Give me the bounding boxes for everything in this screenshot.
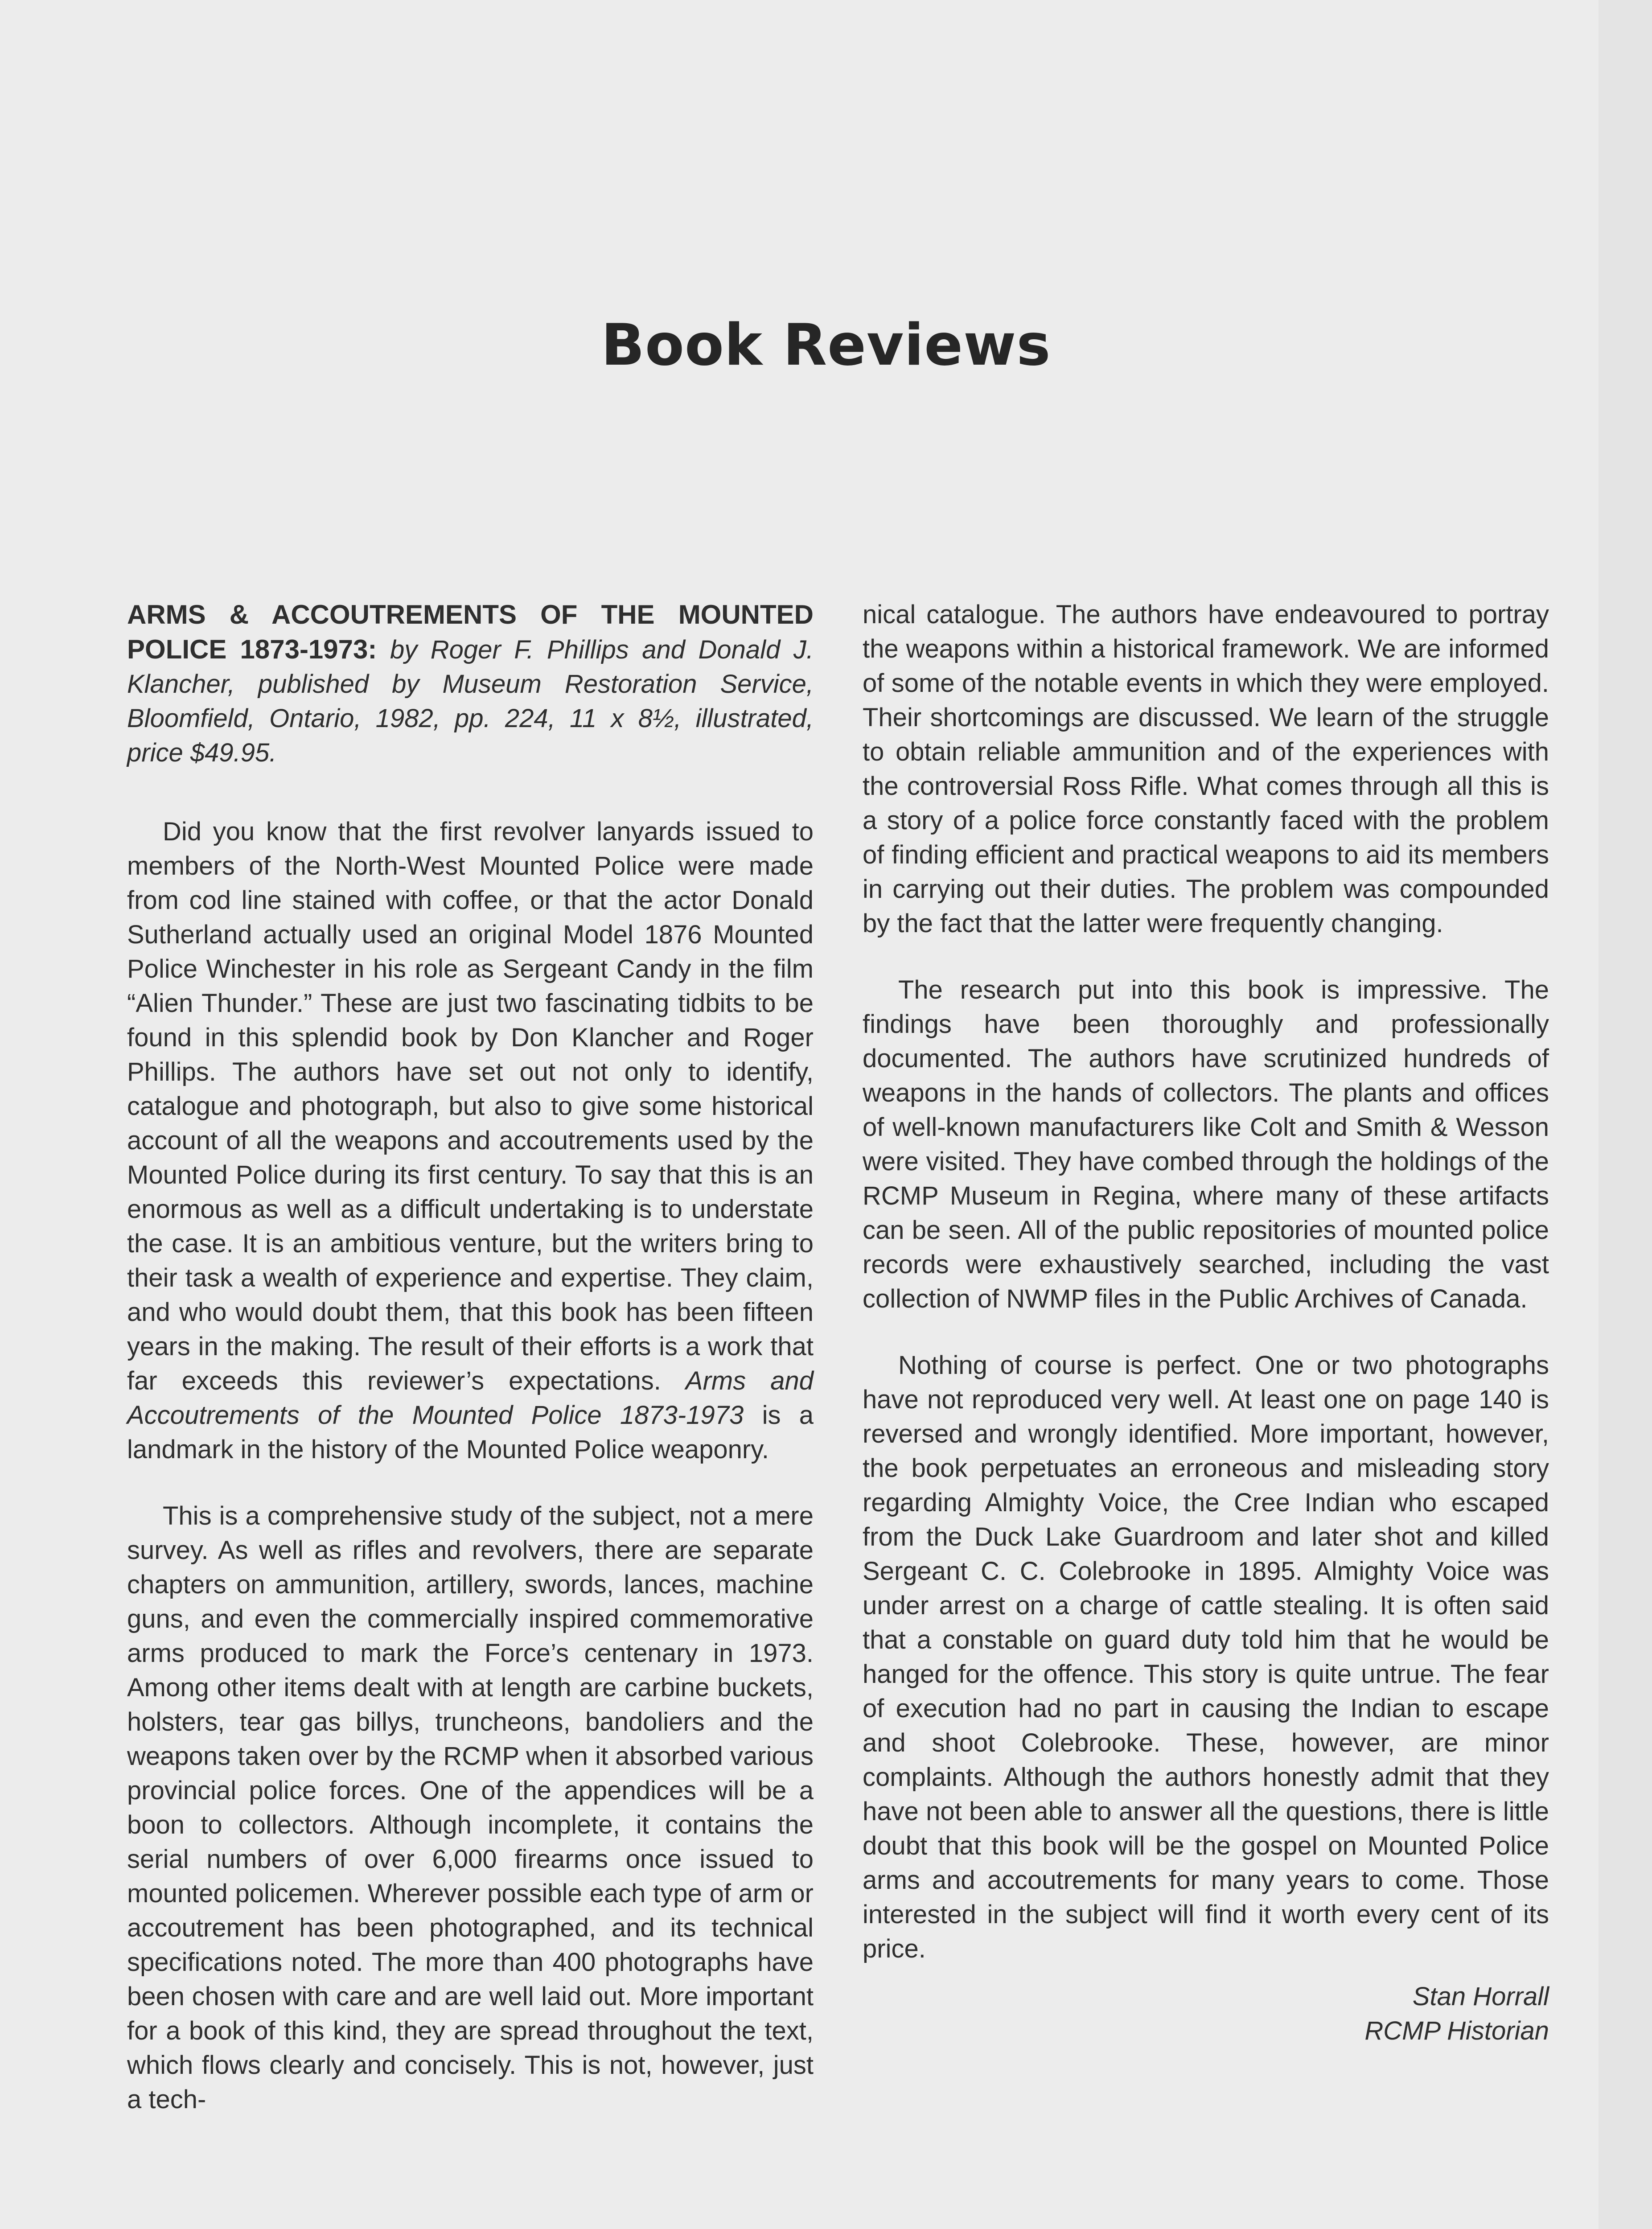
page-title: Book Reviews bbox=[601, 312, 1051, 378]
signature-name: Stan Horrall bbox=[1412, 1982, 1549, 2011]
right-column bbox=[863, 597, 1549, 2048]
review-paragraph-2-continued: nical catalogue. The authors have endeavoured to portray the weapons within a historical framework. We are informed of some of the notable events in which they were employed. Their shortcomings are discussed. We learn of the struggle to obtain reliable ammunition and of the experiences with the controversial Ross Rifle. What comes through all this is a story of a police force constantly faced with the problem of finding efficient and practical weapons to aid its members in carrying out their duties. The problem was compounded by the fact that the latter were frequently changing. bbox=[863, 600, 1549, 938]
left-column bbox=[127, 597, 814, 2149]
review-citation bbox=[127, 597, 814, 770]
review-paragraph-2: This is a comprehensive study of the subject, not a mere survey. As well as rifles and revolvers, there are separate chapters on ammunition, artillery, swords, lances, machine guns, and even the commercially inspired commemorative arms produced to mark the Force’s centenary in 1973. Among other items dealt with at length are carbine buckets, holsters, tear gas billys, truncheons, bandoliers and the weapons taken over by the RCMP when it absorbed various provincial police forces. One of the appendices will be a boon to collectors. Although incomplete, it contains the serial numbers of over 6,000 firearms once issued to mounted policemen. Wherever possible each type of arm or accoutrement has been photographed, and its technical specifications noted. The more than 400 photographs have been chosen with care and are well laid out. More important for a book of this kind, they are spread throughout the text, which flows clearly and concisely. This is not, however, just a tech- bbox=[127, 1501, 814, 2114]
paragraph-1-tail: is a landmark in the history of the Mounted Police weaponry. bbox=[127, 1401, 814, 1464]
book-title-heading: ARMS & ACCOUTREMENTS OF THE MOUNTED POLICE 1873-1973: bbox=[127, 600, 814, 664]
review-paragraph-3: The research put into this book is impressive. The findings have been thoroughly and professionally documented. The authors have scrutinized hundreds of weapons in the hands of collectors. The plants and offices of well-known manufacturers like Colt and Smith & Wesson were visited. They have combed through the holdings of the RCMP Museum in Regina, where many of these artifacts can be seen. All of the public repositories of mounted police records were exhaustively searched, including the vast collection of NWMP files in the Public Archives of Canada. bbox=[863, 975, 1549, 1313]
signature-title: RCMP Historian bbox=[1364, 2016, 1549, 2045]
review-paragraph-4: Nothing of course is perfect. One or two photographs have not reproduced very well. At least one on page 140 is reversed and wrongly identified. More important, however, the book perpetuates an erroneous and misleading story regarding Almighty Voice, the Cree Indian who escaped from the Duck Lake Guardroom and later shot and killed Sergeant C. C. Colebrooke in 1895. Almighty Voice was under arrest on a charge of cattle stealing. It is often said that a constable on guard duty told him that he would be hanged for the offence. This story is quite untrue. The fear of execution had no part in causing the Indian to escape and shoot Colebrooke. These, however, are minor complaints. Although the authors honestly admit that they have not been able to answer all the questions, there is little doubt that this book will be the gospel on Mounted Police arms and accoutrements for many years to come. Those interested in the subject will find it worth every cent of its price. bbox=[863, 1351, 1549, 1963]
paragraph-1-book-title: Arms and Accoutrements of the Mounted Police 1873-1973 bbox=[127, 1366, 814, 1430]
paragraph-1-text: Did you know that the first revolver lanyards issued to members of the North-West Mounted Police were made from cod line stained with coffee, or that the actor Donald Sutherland actually used an original Model 1876 Mounted Police Winchester in his role as Sergeant Candy in the film “Alien Thunder.” These are just two fascinating tidbits to be found in this splendid book by Don Klancher and Roger Phillips. The authors have set out not only to identify, catalogue and photograph, but also to give some historical account of all the weapons and accoutrements used by the Mounted Police during its first century. To say that this is an enormous as well as a difficult undertaking is to understate the case. It is an ambitious venture, but the writers bring to their task a wealth of experience and expertise. They claim, and who would doubt them, that this book has been fifteen years in the making. The result of their efforts is a work that far exceeds this reviewer’s expectations. bbox=[127, 817, 814, 1395]
review-paragraph-1 bbox=[127, 814, 814, 1467]
book-byline: by Roger F. Phillips and Donald J. Klancher, published by Museum Restoration Service, Bloomfield, Ontario, 1982, pp. 224, 11 x 8½, illustrated, price $49.95. bbox=[127, 635, 814, 767]
signature bbox=[863, 1979, 1549, 2048]
